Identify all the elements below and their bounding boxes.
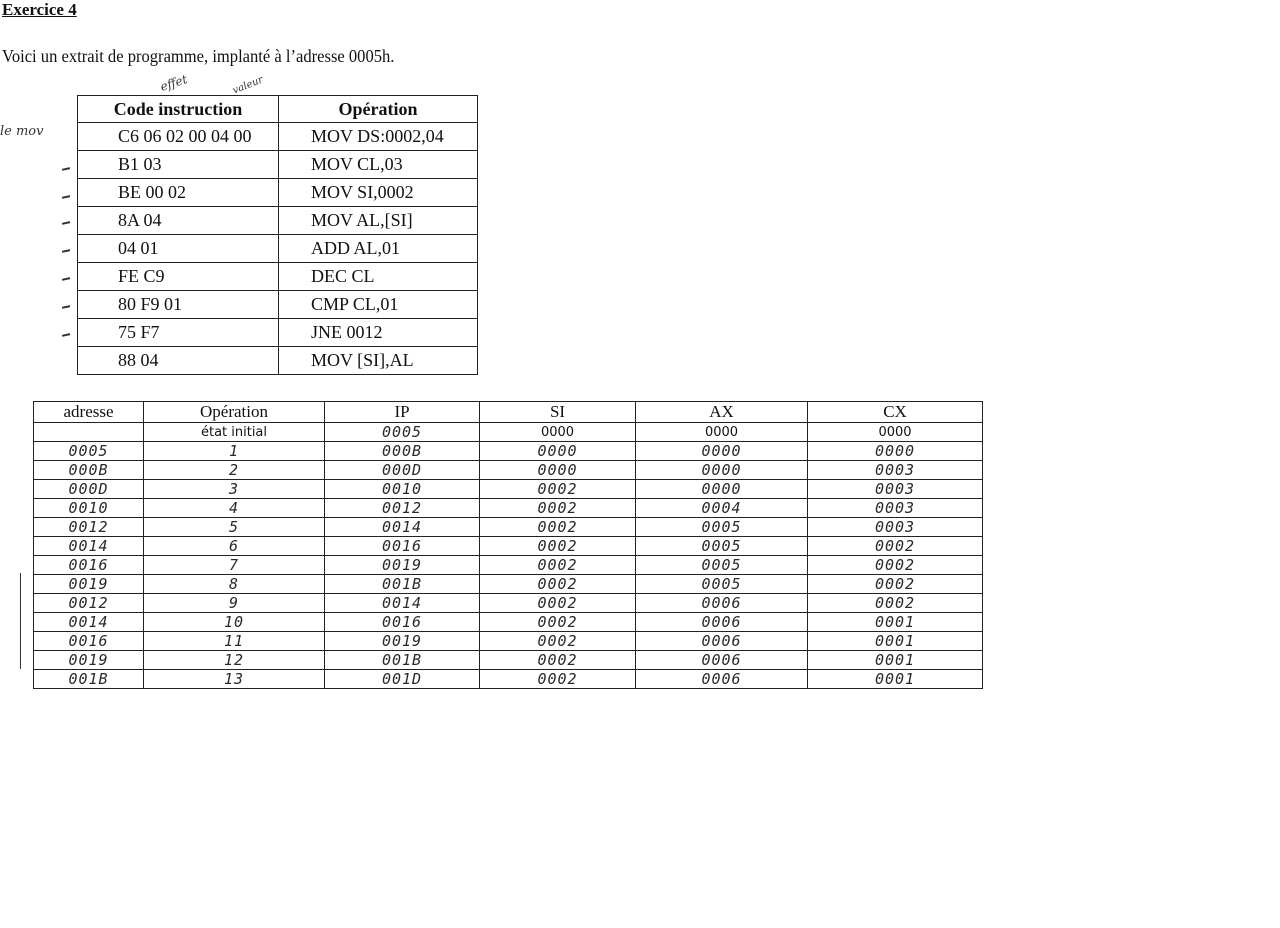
cell-ax: 0005 <box>636 537 808 556</box>
cell-ax: 0006 <box>636 632 808 651</box>
cell-si: 0002 <box>480 556 636 575</box>
trace-row <box>34 556 983 575</box>
trace-header-row <box>34 402 983 423</box>
instruction-operation: ADD AL,01 <box>279 235 478 263</box>
cell-operation: 8 <box>144 575 325 594</box>
cell-operation: 11 <box>144 632 325 651</box>
initial-ax: 0000 <box>636 423 808 442</box>
instruction-code: B1 03 <box>78 151 279 179</box>
cell-ip: 000D <box>325 461 480 480</box>
cell-si: 0002 <box>480 632 636 651</box>
cell-adresse: 0010 <box>34 499 144 518</box>
cell-cx: 0002 <box>808 575 983 594</box>
cell-ip: 000B <box>325 442 480 461</box>
header-cx: CX <box>808 402 983 423</box>
trace-row <box>34 613 983 632</box>
trace-table <box>33 401 983 689</box>
annotation-le-mov: le mov <box>0 124 44 139</box>
cell-si: 0002 <box>480 670 636 689</box>
cell-operation: 4 <box>144 499 325 518</box>
cell-adresse: 0012 <box>34 518 144 537</box>
instruction-operation: CMP CL,01 <box>279 291 478 319</box>
cell-adresse: 0016 <box>34 556 144 575</box>
instruction-operation: JNE 0012 <box>279 319 478 347</box>
cell-si: 0000 <box>480 442 636 461</box>
cell-operation: 1 <box>144 442 325 461</box>
cell-cx: 0001 <box>808 651 983 670</box>
cell-ip: 0014 <box>325 518 480 537</box>
trace-row <box>34 651 983 670</box>
program-row <box>78 179 478 207</box>
annotation-effet: effet <box>158 72 190 94</box>
cell-cx: 0000 <box>808 442 983 461</box>
cell-cx: 0002 <box>808 594 983 613</box>
cell-si: 0002 <box>480 613 636 632</box>
instruction-code: 8A 04 <box>78 207 279 235</box>
header-adresse: adresse <box>34 402 144 423</box>
instruction-code: FE C9 <box>78 263 279 291</box>
cell-adresse: 0014 <box>34 613 144 632</box>
header-ip: IP <box>325 402 480 423</box>
cell-adresse: 0005 <box>34 442 144 461</box>
cell-ax: 0006 <box>636 651 808 670</box>
trace-row <box>34 537 983 556</box>
cell-si: 0002 <box>480 575 636 594</box>
instruction-operation: MOV DS:0002,04 <box>279 123 478 151</box>
loop-bracket <box>20 573 21 669</box>
cell-operation: 13 <box>144 670 325 689</box>
trace-row <box>34 518 983 537</box>
intro-text: Voici un extrait de programme, implanté à l’adresse 0005h. <box>2 46 395 66</box>
program-header-row <box>78 96 478 123</box>
trace-row <box>34 670 983 689</box>
exercise-title: Exercice 4 <box>2 0 77 19</box>
program-row <box>78 207 478 235</box>
trace-row <box>34 594 983 613</box>
program-row <box>78 291 478 319</box>
cell-ip: 0019 <box>325 632 480 651</box>
cell-ax: 0000 <box>636 442 808 461</box>
cell-adresse: 001B <box>34 670 144 689</box>
cell-cx: 0002 <box>808 556 983 575</box>
cell-operation: 6 <box>144 537 325 556</box>
instruction-operation: MOV CL,03 <box>279 151 478 179</box>
cell-ax: 0006 <box>636 613 808 632</box>
cell-cx: 0003 <box>808 480 983 499</box>
cell-cx: 0001 <box>808 632 983 651</box>
cell-cx: 0002 <box>808 537 983 556</box>
cell-operation: 7 <box>144 556 325 575</box>
trace-row <box>34 480 983 499</box>
instruction-code: 88 04 <box>78 347 279 375</box>
cell-ax: 0000 <box>636 461 808 480</box>
cell-adresse: 000B <box>34 461 144 480</box>
header-si: SI <box>480 402 636 423</box>
cell-ip: 0012 <box>325 499 480 518</box>
cell-operation: 12 <box>144 651 325 670</box>
header-code-instruction: Code instruction <box>78 96 279 123</box>
program-row <box>78 263 478 291</box>
trace-initial-row <box>34 423 983 442</box>
cell-operation: 2 <box>144 461 325 480</box>
cell-ip: 0019 <box>325 556 480 575</box>
cell-operation: 5 <box>144 518 325 537</box>
program-row <box>78 319 478 347</box>
instruction-code: BE 00 02 <box>78 179 279 207</box>
cell-ax: 0006 <box>636 594 808 613</box>
initial-ip: 0005 <box>325 423 480 442</box>
instruction-operation: MOV SI,0002 <box>279 179 478 207</box>
cell-si: 0002 <box>480 518 636 537</box>
initial-si: 0000 <box>480 423 636 442</box>
cell-cx: 0001 <box>808 670 983 689</box>
initial-cx: 0000 <box>808 423 983 442</box>
cell-si: 0002 <box>480 480 636 499</box>
trace-row <box>34 499 983 518</box>
cell-cx: 0003 <box>808 499 983 518</box>
header-operation: Opération <box>144 402 325 423</box>
cell-operation: 9 <box>144 594 325 613</box>
header-ax: AX <box>636 402 808 423</box>
trace-row <box>34 442 983 461</box>
program-row <box>78 123 478 151</box>
program-row <box>78 151 478 179</box>
cell-si: 0000 <box>480 461 636 480</box>
annotation-valeur: valeur <box>231 74 265 97</box>
program-row <box>78 347 478 375</box>
cell-adresse: 0019 <box>34 651 144 670</box>
trace-row <box>34 461 983 480</box>
program-row <box>78 235 478 263</box>
cell-adresse: 0016 <box>34 632 144 651</box>
cell-cx: 0001 <box>808 613 983 632</box>
trace-row <box>34 632 983 651</box>
cell-ip: 001D <box>325 670 480 689</box>
cell-ip: 0010 <box>325 480 480 499</box>
trace-row <box>34 575 983 594</box>
cell-operation: 10 <box>144 613 325 632</box>
cell-si: 0002 <box>480 499 636 518</box>
initial-label: état initial <box>144 423 325 442</box>
cell-adresse: 000D <box>34 480 144 499</box>
cell-ax: 0005 <box>636 518 808 537</box>
cell-si: 0002 <box>480 594 636 613</box>
cell-cx: 0003 <box>808 461 983 480</box>
cell-si: 0002 <box>480 537 636 556</box>
cell-adresse: 0012 <box>34 594 144 613</box>
cell-si: 0002 <box>480 651 636 670</box>
cell-adresse: 0019 <box>34 575 144 594</box>
cell-ip: 001B <box>325 575 480 594</box>
cell-ax: 0000 <box>636 480 808 499</box>
cell-ip: 0016 <box>325 537 480 556</box>
instruction-code: 75 F7 <box>78 319 279 347</box>
cell-ip: 0016 <box>325 613 480 632</box>
instruction-code: 04 01 <box>78 235 279 263</box>
cell-ip: 001B <box>325 651 480 670</box>
program-table <box>77 95 478 375</box>
instruction-operation: DEC CL <box>279 263 478 291</box>
instruction-operation: MOV [SI],AL <box>279 347 478 375</box>
header-operation: Opération <box>279 96 478 123</box>
instruction-operation: MOV AL,[SI] <box>279 207 478 235</box>
instruction-code: 80 F9 01 <box>78 291 279 319</box>
cell-ax: 0005 <box>636 556 808 575</box>
initial-adresse <box>34 423 144 442</box>
cell-adresse: 0014 <box>34 537 144 556</box>
cell-operation: 3 <box>144 480 325 499</box>
cell-ax: 0005 <box>636 575 808 594</box>
cell-ax: 0004 <box>636 499 808 518</box>
cell-ip: 0014 <box>325 594 480 613</box>
instruction-code: C6 06 02 00 04 00 <box>78 123 279 151</box>
cell-ax: 0006 <box>636 670 808 689</box>
cell-cx: 0003 <box>808 518 983 537</box>
